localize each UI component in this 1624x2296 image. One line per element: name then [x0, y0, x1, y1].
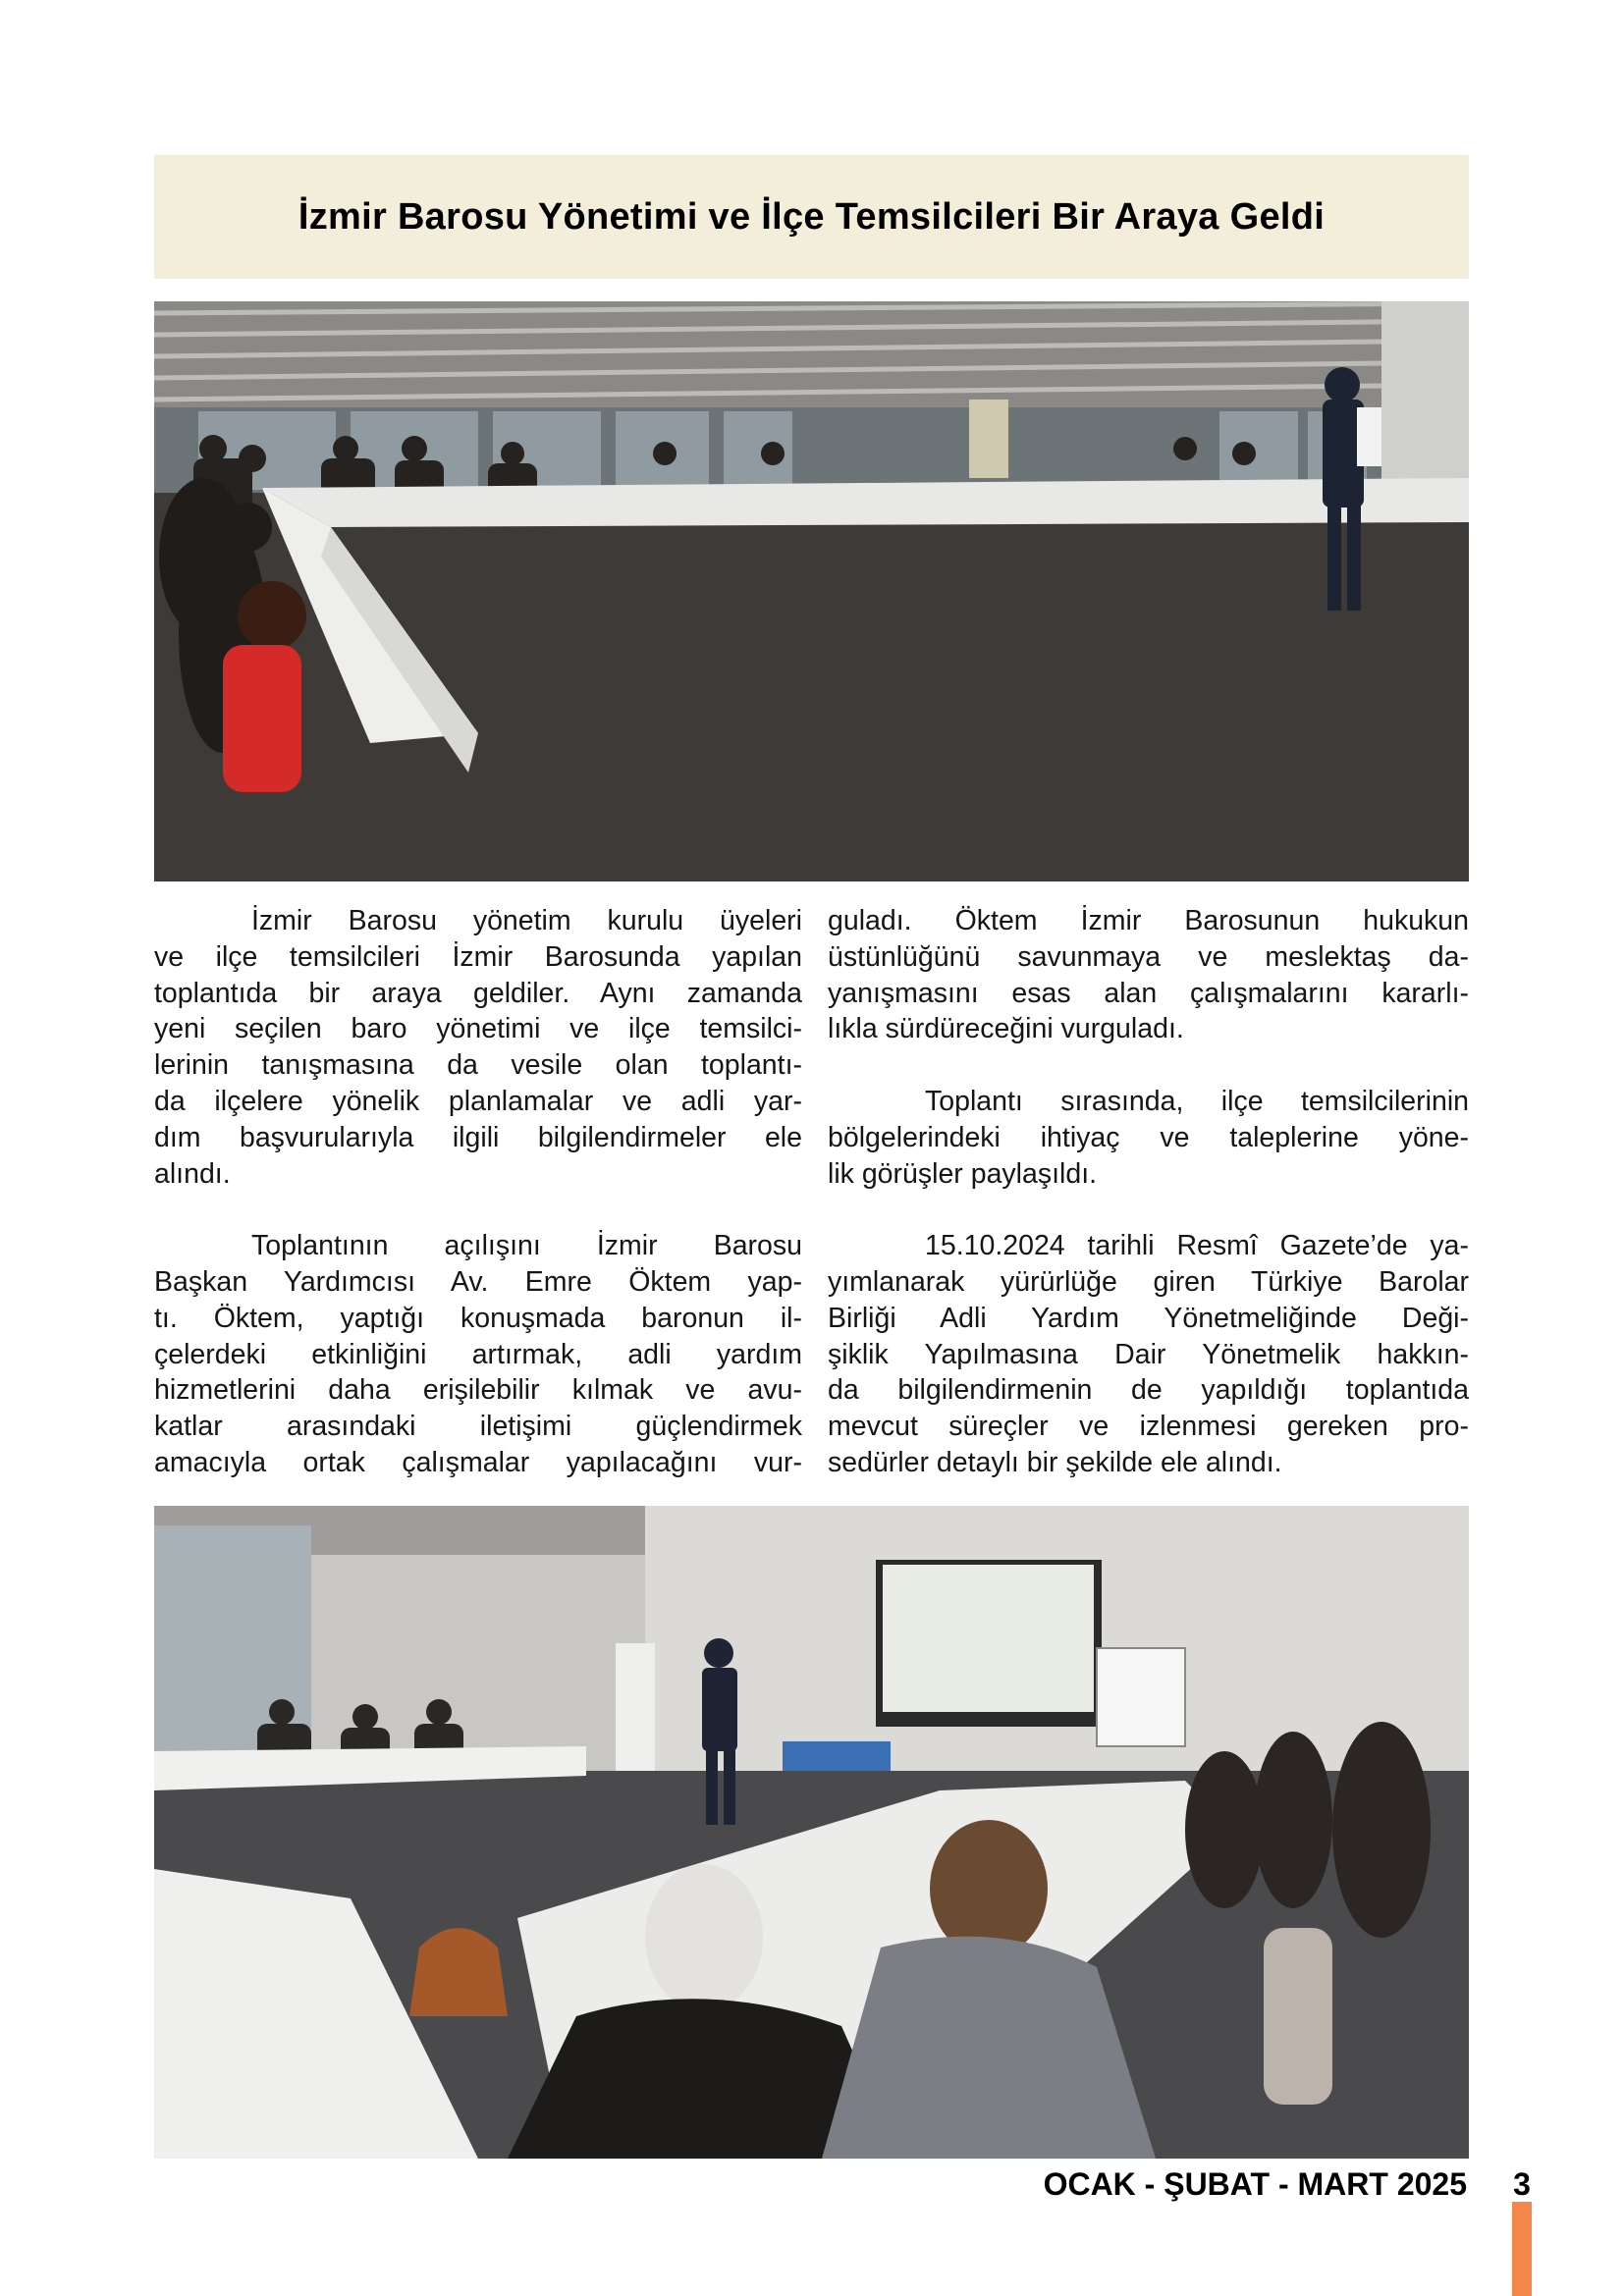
paragraph-line: şiklik Yapılmasına Dair Yönetmelik hakkın- — [828, 1338, 1469, 1370]
paragraph-line: bölgelerindeki ihtiyaç ve taleplerine yöne- — [828, 1121, 1469, 1153]
paragraph-line: toplantıda bir araya geldiler. Aynı zamanda — [154, 977, 802, 1009]
paragraph-line: çelerdeki etkinliğini artırmak, adli yardım — [154, 1338, 802, 1370]
article-title: İzmir Barosu Yönetimi ve İlçe Temsilcileri Bir Araya Geldi — [298, 195, 1326, 238]
paragraph-line: da bilgilendirmenin de yapıldığı toplantıda — [828, 1374, 1469, 1407]
accent-bar — [1512, 2202, 1532, 2296]
paragraph-line: lıkla sürdüreceğini vurguladı. — [828, 1013, 1184, 1045]
meeting-photo-1 — [154, 301, 1469, 881]
paragraph — [828, 1228, 1469, 1481]
paragraph — [828, 1084, 1469, 1192]
meeting-room-image — [154, 301, 1469, 881]
paragraph-line: katlar arasındaki iletişimi güçlendirmek — [154, 1411, 802, 1443]
text-column-left — [154, 903, 802, 1518]
meeting-room-image — [154, 1506, 1469, 2159]
issue-date: OCAK - ŞUBAT - MART 2025 — [1043, 2166, 1467, 2202]
paragraph-line: Başkan Yardımcısı Av. Emre Öktem yap- — [154, 1265, 802, 1298]
paragraph-line: sedürler detaylı bir şekilde ele alındı. — [828, 1446, 1282, 1478]
paragraph-line: Birliği Adli Yardım Yönetmeliğinde Deği- — [828, 1302, 1469, 1334]
paragraph-line: da ilçelere yönelik planlamalar ve adli yar- — [154, 1085, 802, 1117]
paragraph-line: İzmir Barosu yönetim kurulu üyeleri — [251, 905, 802, 936]
paragraph-line: lerinin tanışmasına da vesile olan toplantı- — [154, 1049, 802, 1082]
paragraph-line: lik görüşler paylaşıldı. — [828, 1157, 1098, 1190]
paragraph-line: mevcut süreçler ve izlenmesi gereken pro- — [828, 1411, 1469, 1443]
paragraph-line: dım başvurularıyla ilgili bilgilendirmeler ele — [154, 1121, 802, 1153]
paragraph-line: hizmetlerini daha erişilebilir kılmak ve avu- — [154, 1374, 802, 1407]
paragraph-line: üstünlüğünü savunmaya ve meslektaş da- — [828, 940, 1469, 973]
paragraph — [828, 903, 1469, 1047]
paragraph-line: ve ilçe temsilcileri İzmir Barosunda yapılan — [154, 940, 802, 973]
paragraph — [154, 903, 802, 1192]
text-column-right — [828, 903, 1469, 1518]
paragraph-line: alındı. — [154, 1157, 231, 1190]
paragraph-line: yanışmasını esas alan çalışmalarını kararlı- — [828, 977, 1469, 1009]
paragraph-line: Toplantının açılışını İzmir Barosu — [251, 1230, 802, 1262]
title-banner — [154, 155, 1469, 279]
paragraph-line: guladı. Öktem İzmir Barosunun hukukun — [828, 905, 1469, 936]
paragraph — [154, 1228, 802, 1481]
meeting-photo-2 — [154, 1506, 1469, 2159]
paragraph-line: tı. Öktem, yaptığı konuşmada baronun il- — [154, 1302, 802, 1334]
paragraph-line: yımlanarak yürürlüğe giren Türkiye Barolar — [828, 1265, 1469, 1298]
paragraph-line: amacıyla ortak çalışmalar yapılacağını vur- — [154, 1446, 802, 1478]
page-number: 3 — [1513, 2166, 1531, 2202]
paragraph-line: Toplantı sırasında, ilçe temsilcilerinin — [925, 1085, 1469, 1117]
paragraph-line: yeni seçilen baro yönetimi ve ilçe temsilci- — [154, 1013, 802, 1045]
paragraph-line: 15.10.2024 tarihli Resmî Gazete’de ya- — [925, 1230, 1469, 1262]
